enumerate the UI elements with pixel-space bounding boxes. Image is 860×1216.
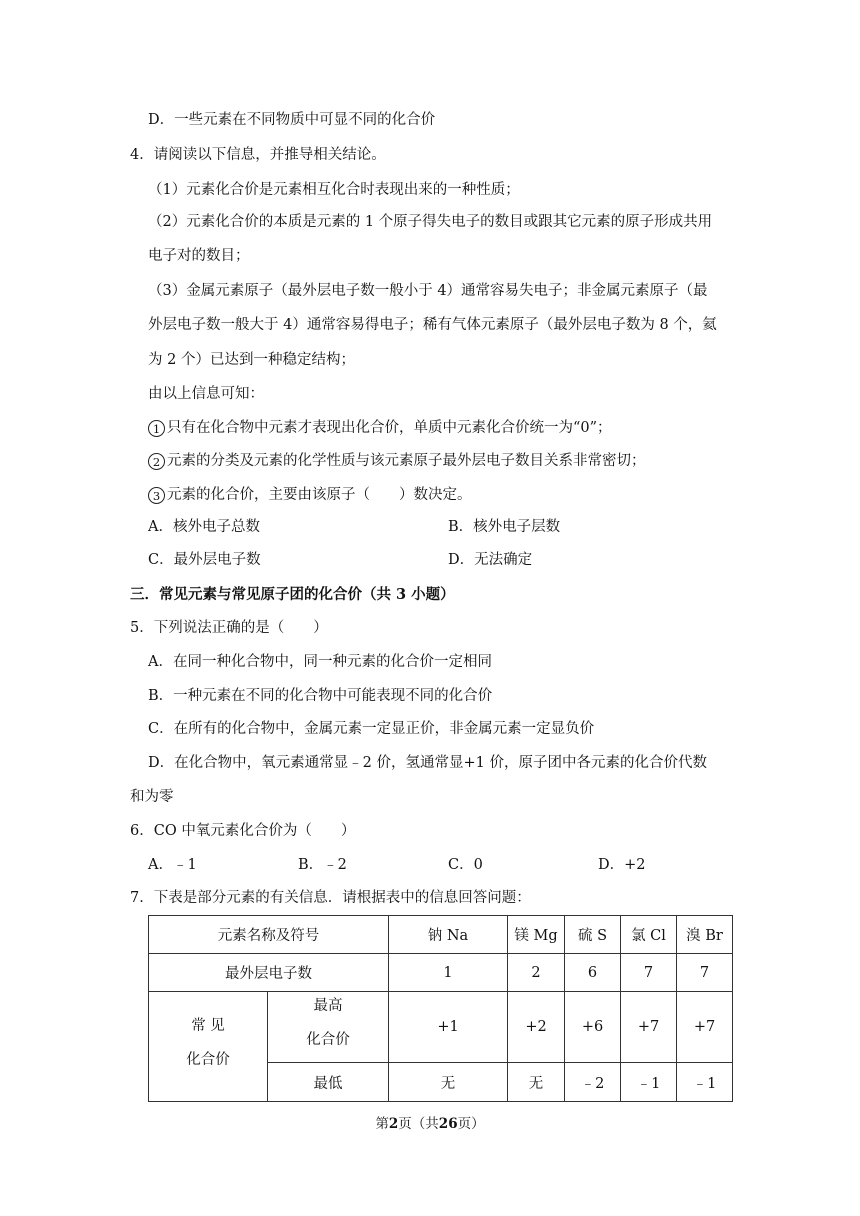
q5-option-b: B．一种元素在不同的化合物中可能表现不同的化合价 xyxy=(148,688,493,704)
table-row xyxy=(149,954,733,992)
outer-electrons-label: 最外层电子数 xyxy=(149,954,389,992)
header-sulfur: 硫 S xyxy=(565,916,621,954)
q4-conclusion-1-text: 只有在化合物中元素才表现出化合价，单质中元素化合价统一为“0”； xyxy=(167,420,612,436)
highest-valence-s: +6 xyxy=(565,992,621,1063)
outer-electrons-cl: 7 xyxy=(621,954,677,992)
q4-info-2-cont: 电子对的数目； xyxy=(148,248,250,264)
header-sodium: 钠 Na xyxy=(389,916,508,954)
q4-stem: 4．请阅读以下信息，并推导相关结论。 xyxy=(130,147,386,163)
q5-stem: 5．下列说法正确的是（ ） xyxy=(130,620,328,636)
q6-stem: 6．CO 中氧元素化合价为（ ） xyxy=(130,823,356,839)
q6-option-d: D．+2 xyxy=(598,857,646,873)
highest-valence-line2: 化合价 xyxy=(306,1032,350,1048)
header-bromine: 溴 Br xyxy=(677,916,733,954)
common-valence-line2: 化合价 xyxy=(186,1051,230,1068)
lowest-valence-br: ﹣1 xyxy=(677,1063,733,1102)
outer-electrons-mg: 2 xyxy=(508,954,565,992)
q4-conclusion-3 xyxy=(148,485,472,505)
outer-electrons-br: 7 xyxy=(677,954,733,992)
page-number: 2 xyxy=(388,1116,399,1132)
highest-valence-br: +7 xyxy=(677,992,733,1063)
q4-conclusion-3-text: 元素的化合价，主要由该原子（ ）数决定。 xyxy=(167,487,472,503)
highest-valence-na: +1 xyxy=(389,992,508,1063)
circled-number-3: 3 xyxy=(148,487,165,504)
q4-option-b: B．核外电子层数 xyxy=(448,519,561,535)
q4-conclusion-1 xyxy=(148,418,612,438)
q4-info-1: （1）元素化合价是元素相互化合时表现出来的一种性质； xyxy=(148,182,520,198)
q4-option-a: A．核外电子总数 xyxy=(148,519,260,535)
q4-info-3: （3）金属元素原子（最外层电子数一般小于 4）通常容易失电子；非金属元素原子（最 xyxy=(148,283,708,299)
highest-valence-line1: 最高 xyxy=(313,998,343,1014)
circled-number-1: 1 xyxy=(148,420,165,437)
q6-option-b: B．﹣2 xyxy=(298,857,347,873)
common-valence-label xyxy=(149,992,268,1102)
q4-info-3-cont1: 外层电子数一般大于 4）通常容易得电子；稀有气体元素原子（最外层电子数为 8 个，氦 xyxy=(148,317,717,333)
footer-prefix: 第 xyxy=(375,1116,389,1132)
highest-valence-label xyxy=(268,992,389,1063)
circled-number-2: 2 xyxy=(148,453,165,470)
table-row xyxy=(149,992,733,1063)
header-magnesium: 镁 Mg xyxy=(508,916,565,954)
outer-electrons-na: 1 xyxy=(389,954,508,992)
outer-electrons-s: 6 xyxy=(565,954,621,992)
q5-option-d: D．在化合物中，氧元素通常显﹣2 价，氢通常显+1 价，原子团中各元素的化合价代数 xyxy=(148,755,707,771)
q4-info-2: （2）元素化合价的本质是元素的 1 个原子得失电子的数目或跟其它元素的原子形成共用 xyxy=(148,214,713,230)
lowest-valence-s: ﹣2 xyxy=(565,1063,621,1102)
lowest-valence-mg: 无 xyxy=(508,1063,565,1102)
lowest-valence-na: 无 xyxy=(389,1063,508,1102)
q5-option-a: A．在同一种化合物中，同一种元素的化合价一定相同 xyxy=(148,654,492,670)
q4-option-d: D．无法确定 xyxy=(448,552,533,568)
q4-option-c: C．最外层电子数 xyxy=(148,552,261,568)
footer-suffix: 页） xyxy=(457,1116,485,1132)
q7-stem: 7．下表是部分元素的有关信息．请根据表中的信息回答问题： xyxy=(130,890,531,906)
element-info-table xyxy=(148,915,733,1102)
footer-middle: 页（共 xyxy=(398,1116,439,1132)
q5-option-c: C．在所有的化合物中，金属元素一定显正价，非金属元素一定显负价 xyxy=(148,721,595,737)
q4-info-3-cont2: 为 2 个）已达到一种稳定结构； xyxy=(148,352,355,368)
highest-valence-mg: +2 xyxy=(508,992,565,1063)
q6-option-c: C．0 xyxy=(448,857,483,873)
lowest-valence-cl: ﹣1 xyxy=(621,1063,677,1102)
header-chlorine: 氯 Cl xyxy=(621,916,677,954)
lowest-valence-label: 最低 xyxy=(268,1063,389,1102)
q4-conclusion-2 xyxy=(148,451,646,471)
q4-conclusion-intro: 由以上信息可知： xyxy=(148,386,264,402)
table-row xyxy=(149,916,733,954)
page-footer xyxy=(0,1112,860,1132)
q4-conclusion-2-text: 元素的分类及元素的化学性质与该元素原子最外层电子数目关系非常密切； xyxy=(167,453,646,469)
common-valence-line1: 常 见 xyxy=(191,1017,225,1034)
header-name-symbol: 元素名称及符号 xyxy=(149,916,389,954)
highest-valence-cl: +7 xyxy=(621,992,677,1063)
section-3-heading: 三．常见元素与常见原子团的化合价（共 3 小题） xyxy=(130,586,455,603)
q6-option-a: A．﹣1 xyxy=(148,857,197,873)
q3-option-d: D．一些元素在不同物质中可显不同的化合价 xyxy=(148,112,436,128)
page-total: 26 xyxy=(438,1116,458,1132)
q5-option-d-cont: 和为零 xyxy=(130,789,174,805)
